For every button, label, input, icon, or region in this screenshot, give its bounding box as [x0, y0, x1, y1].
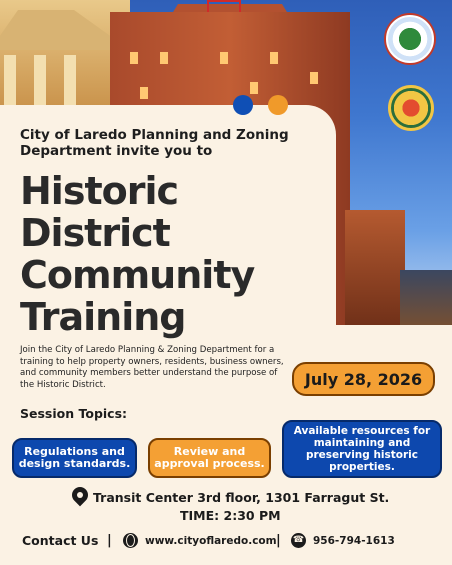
topic-review-process: Review and approval process. [148, 438, 271, 478]
topic-regulations: Regulations and design standards. [12, 438, 137, 478]
event-time: TIME: 2:30 PM [180, 508, 281, 523]
event-title [20, 170, 340, 338]
phone-number[interactable]: 956-794-1613 [313, 535, 395, 547]
event-address: Transit Center 3rd floor, 1301 Farragut St. [93, 490, 390, 505]
blue-dot-decoration [233, 95, 253, 115]
title-line-1: Historic [20, 169, 179, 213]
building-right [345, 210, 405, 330]
contact-label: Contact Us [22, 533, 99, 548]
phone-icon: ☎ [291, 533, 306, 548]
event-date-badge: July 28, 2026 [292, 362, 435, 396]
website-link[interactable]: www.cityoflaredo.com [145, 535, 277, 547]
title-line-2: District [20, 211, 170, 255]
planning-zoning-logo [388, 85, 434, 131]
separator: | [276, 533, 281, 548]
street-view [400, 270, 452, 330]
event-description: Join the City of Laredo Planning & Zoning Department for a training to help property owners, residents, business owners, and community members better understand the purpose of the Historic District. [20, 345, 284, 390]
separator: | [107, 533, 112, 548]
title-line-4: Training [20, 295, 186, 339]
orange-dot-decoration [268, 95, 288, 115]
globe-icon [123, 533, 138, 548]
city-seal-logo [386, 15, 434, 63]
session-topics-heading: Session Topics: [20, 406, 128, 421]
invite-heading: City of Laredo Planning and Zoning Department invite you to [20, 127, 289, 159]
title-line-3: Community [20, 253, 255, 297]
topic-resources: Available resources for maintaining and preserving historic properties. [282, 420, 442, 478]
